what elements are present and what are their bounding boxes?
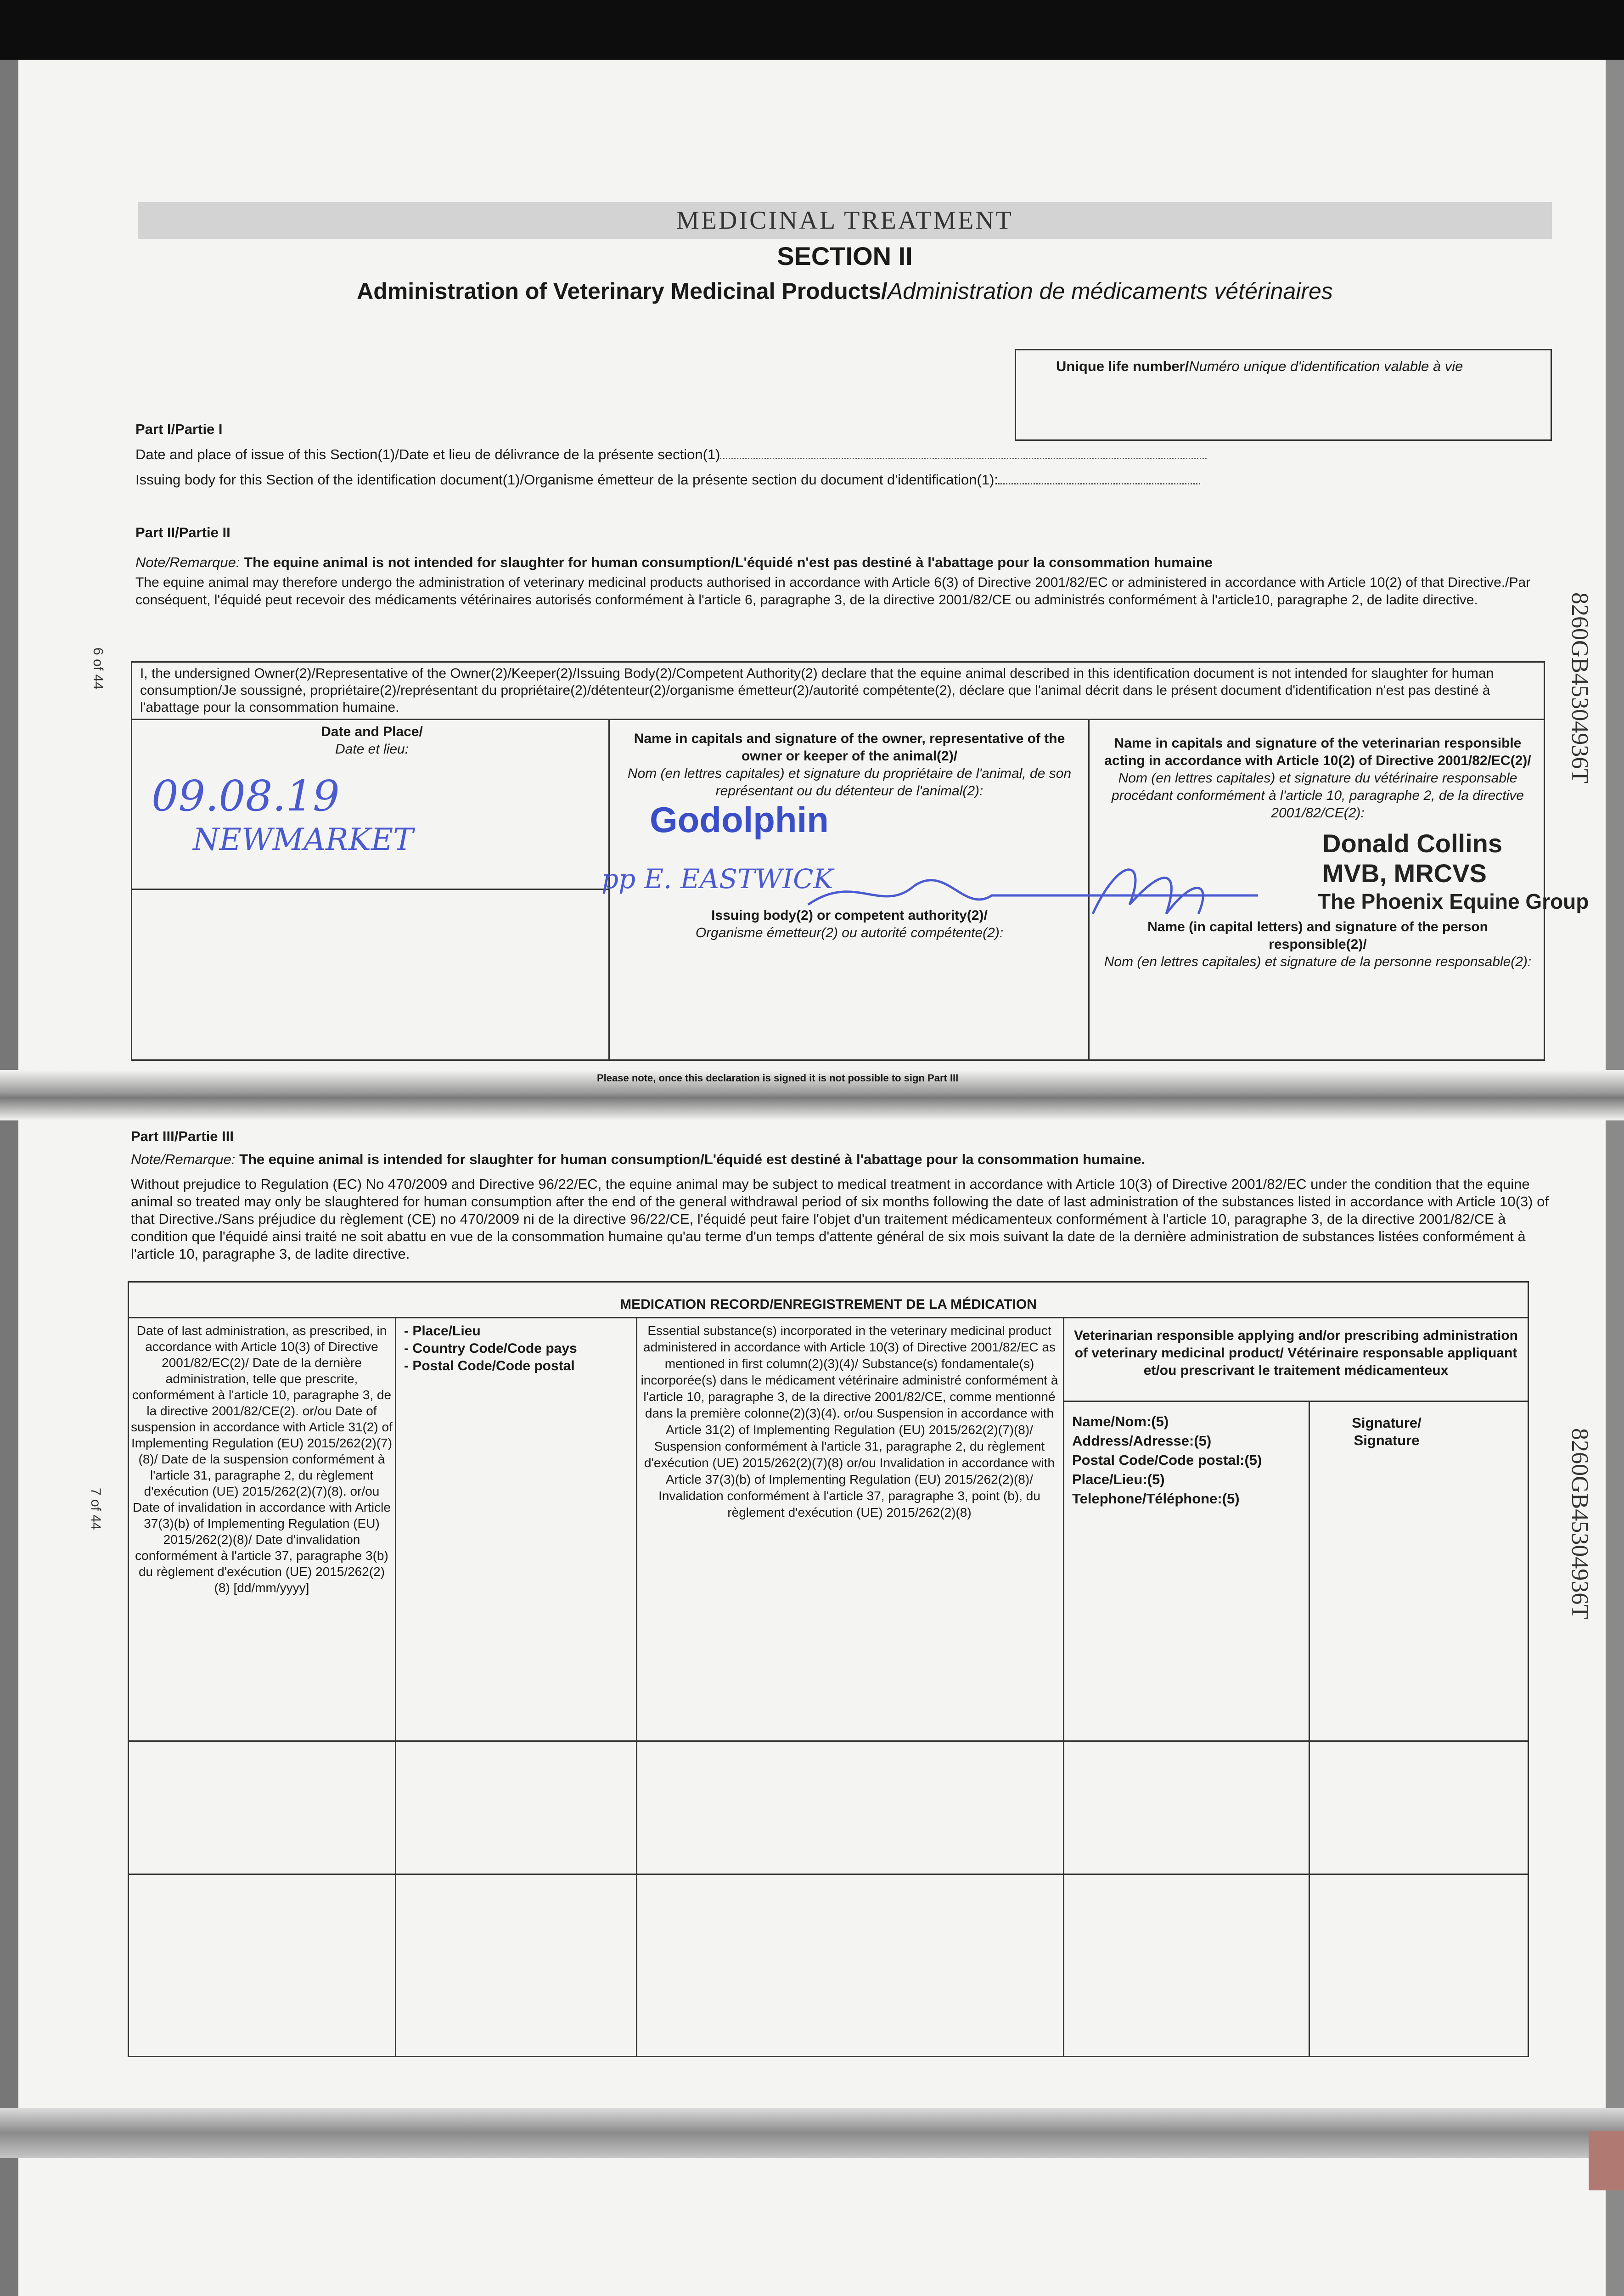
owner-signature-header bbox=[618, 730, 1081, 800]
page-number-top: 6 of 44 bbox=[90, 647, 106, 690]
signature-stroke bbox=[808, 880, 1258, 905]
table-rule bbox=[1063, 1401, 1529, 1402]
vet-name-field: Name/Nom:(5) bbox=[1072, 1413, 1169, 1429]
section-subtitle bbox=[138, 278, 1552, 304]
table-rule bbox=[1063, 1317, 1064, 2057]
date-place-header bbox=[138, 723, 606, 758]
date-place-en: Date and Place/ bbox=[321, 724, 423, 739]
responsible-en: Name (in capital letters) and signature of the person responsible(2)/ bbox=[1147, 919, 1488, 952]
vet-signature-stroke bbox=[1093, 870, 1203, 914]
unique-life-number-label bbox=[1056, 358, 1463, 375]
issuing-body-en: Issuing body(2) or competent authority(2)/ bbox=[711, 908, 988, 923]
col-vet-fields bbox=[1072, 1412, 1262, 1508]
part1-line2: Issuing body for this Section of the identification document(1)/Organisme émetteur de la présente section du document d'identification(1): bbox=[135, 472, 999, 488]
vet-place-field: Place/Lieu:(5) bbox=[1072, 1471, 1165, 1487]
part2-paragraph: The equine animal may therefore undergo the administration of veterinary medicinal products authorised in accordance with Article 6(3) of Directive 2001/82/EC or administered in accordance with Article 10(2) of that Directive./Par conséquent, l'équidé peut recevoir des médicaments vétérinaires autorisés conformément à l'article 6, paragraphe 3, de la directive 2001/82/CE ou administrés conformément à l'article10, paragraphe 2, de ladite directive. bbox=[135, 575, 1531, 608]
part3-note bbox=[131, 1150, 1550, 1169]
binder-top bbox=[0, 0, 1624, 60]
vet-stamp-quals: MVB, MRCVS bbox=[1322, 859, 1487, 888]
vet-address-field: Address/Adresse:(5) bbox=[1072, 1433, 1212, 1449]
dotted-line bbox=[998, 483, 1200, 484]
section-title: SECTION II bbox=[777, 242, 913, 270]
page-number-bottom: 7 of 44 bbox=[88, 1488, 103, 1530]
banner-title: MEDICINAL TREATMENT bbox=[676, 206, 1013, 235]
page-edge-right bbox=[1606, 60, 1624, 2296]
issuing-body-fr: Organisme émetteur(2) ou autorité compétente(2): bbox=[695, 925, 1004, 940]
place-line: - Place/Lieu bbox=[404, 1323, 481, 1339]
part3-heading: Part III/Partie III bbox=[131, 1128, 234, 1144]
table-rule bbox=[131, 719, 1545, 720]
part2-declaration: I, the undersigned Owner(2)/Representative of the Owner(2)/Keeper(2)/Issuing Body(2)/Competent Authority(2) declare that the equine animal described in this identification document is not intended for slaughter for human consumption/Je soussigné, propriétaire(2)/représentant du propriétaire(2)/détenteur(2)/organisme émetteur(2)/autorité compétente(2), déclare que l'animal décrit dans le présent document d'identification n'est pas destiné à l'abattage pour la consommation humaine. bbox=[140, 666, 1494, 715]
vet-header-fr: Nom (en lettres capitales) et signature du vétérinaire responsable procédant conformément à l'article 10, paragraphe 2, de la directive 2001/82/CE(2): bbox=[1112, 771, 1524, 821]
table-rule bbox=[131, 889, 608, 890]
country-code-line: - Country Code/Code pays bbox=[404, 1341, 577, 1356]
vet-telephone-field: Telephone/Téléphone:(5) bbox=[1072, 1491, 1240, 1507]
responsible-fr: Nom (en lettres capitales) et signature de la personne responsable(2): bbox=[1104, 954, 1532, 969]
col-substance-header: Essential substance(s) incorporated in the veterinary medicinal product administered in accordance with Article 10(3) of Directive 2001/82/EC as mentioned in first column(2)(3)(4)/ Substance(s) fondamentale(s) incorporée(s) dans le médicament vétérinaire administré conformément à l'article 10, paragraphe 3, de la directive 2001/82/CE, comme mentionné dans la première colonne(2)(3)(4). or/ou Suspension in accordance with Article 31(2) of Implementing Regulation (EU) 2015/262(2)(7)(8)/ Suspension conformément à l'article 31, paragraphe 2, du règlement d'exécution (UE) 2015/262(2)(7)(8) or/ou Invalidation in accordance with Article 37(3)(b) of Implementing Regulation (EU) 2015/262(2)(8)/ Invalidation conformément à l'article 37, paragraphe 3, point (b), du règlement d'exécution (UE) 2015/262(2)(8) bbox=[641, 1323, 1058, 1519]
col-signature-header: Signature/ Signature bbox=[1352, 1415, 1422, 1448]
part1-line1: Date and place of issue of this Section(1)/Date et lieu de délivrance de la présente section(1) bbox=[135, 446, 720, 462]
subtitle-en: Administration of Veterinary Medicinal Products/ bbox=[357, 278, 888, 304]
date-place-fr: Date et lieu: bbox=[335, 742, 409, 757]
table-rule bbox=[128, 1874, 1529, 1875]
issuing-body-header bbox=[618, 907, 1081, 942]
col-place-header bbox=[404, 1322, 577, 1375]
owner-signature: pp E. EASTWICK bbox=[601, 863, 833, 895]
uln-label-en: Unique life number/ bbox=[1056, 358, 1189, 374]
side-passport-code-bottom: 8260GB45304936T bbox=[1567, 1428, 1593, 1619]
part2-heading: Part II/Partie II bbox=[135, 524, 230, 540]
part3-note-label: Note/Remarque: bbox=[131, 1151, 240, 1167]
responsible-person-header bbox=[1097, 918, 1538, 971]
handwritten-place: NEWMARKET bbox=[193, 822, 414, 857]
owner-stamp: Godolphin bbox=[650, 799, 829, 840]
part1-issuing-body bbox=[135, 471, 1292, 489]
vet-signature-header bbox=[1097, 735, 1538, 822]
bottom-strip bbox=[0, 2108, 1624, 2158]
owner-header-fr: Nom (en lettres capitales) et signature du propriétaire de l'animal, de son représentant ou du détenteur de l'animal(2): bbox=[627, 766, 1072, 799]
page-edge-left bbox=[0, 60, 18, 2296]
handwritten-date: 09.08.19 bbox=[152, 771, 340, 821]
table-rule bbox=[128, 1317, 1529, 1318]
part3-paragraph: Without prejudice to Regulation (EC) No 470/2009 and Directive 96/22/EC, the equine animal may be subject to medical treatment in accordance with Article 10(3) of Directive 2001/82/EC under the condition that the equine animal so treated may only be slaughtered for human consumption after the end of the general withdrawal period of six months following the date of last administration of the substances listed in accordance with Article 10(3) of that Directive./Sans préjudice du règlement (CE) no 470/2009 ni de la directive 96/22/CE, l'équidé peut faire l'objet d'un traitement médicamenteux conformément à l'article 10, paragraphe 3, de la directive 2001/82/CE à condition que l'équidé ainsi traité ne soit abattu en vue de la consommation humaine qu'au terme d'un temps d'attente général de six mois suivant la date de la dernière administration de substances listées conformément à l'article 10, paragraphe 3, de ladite directive. bbox=[131, 1176, 1549, 1262]
part2-footnote: Please note, once this declaration is signed it is not possible to sign Part III bbox=[597, 1072, 959, 1084]
col-vet-header: Veterinarian responsible applying and/or prescribing administration of veterinary medicinal product/ Vétérinaire responsable appliquant et/ou prescrivant le traitement médicamenteux bbox=[1074, 1328, 1518, 1378]
postal-code-line: - Postal Code/Code postal bbox=[404, 1358, 575, 1373]
vet-stamp-practice: The Phoenix Equine Group bbox=[1318, 889, 1589, 913]
subtitle-fr: Administration de médicaments vétérinaires bbox=[887, 278, 1333, 304]
vet-header-en: Name in capitals and signature of the veterinarian responsible acting in accordance with Article 10(2) of Directive 2001/82/EC(2)/ bbox=[1104, 736, 1531, 768]
part1-heading: Part I/Partie I bbox=[135, 421, 223, 437]
vet-postal-code-field: Postal Code/Code postal:(5) bbox=[1072, 1452, 1262, 1468]
col-date-header: Date of last administration, as prescribed, in accordance with Article 10(3) of Directive 2001/82/EC(2)/ Date de la dernière administration, telle que prescrite, conformément à l'article 10, paragraphe 3, de la directive 2001/82/CE(2). or/ou Date of suspension in accordance with Article 31(2) of Implementing Regulation (EU) 2015/262(2)(7)(8)/ Date de la suspension conformément à l'article 31, paragraphe 2, du règlement d'exécution (UE) 2015/262(2)(7)(8). or/ou Date of invalidation in accordance with Article 37(3)(b) of Implementing Regulation (EU) 2015/262(2)(8)/ Date d'invalidation conformément à l'article 37, paragraphe 3(b) du règlement d'exécution (UE) 2015/262(2)(8) [dd/mm/yyyy] bbox=[131, 1323, 393, 1595]
table-rule bbox=[1309, 1401, 1310, 2057]
uln-label-fr: Numéro unique d'identification valable à vie bbox=[1189, 358, 1463, 374]
part2-note bbox=[135, 553, 1550, 572]
table-rule bbox=[128, 1740, 1529, 1742]
owner-header-en: Name in capitals and signature of the owner, representative of the owner or keeper of the animal(2)/ bbox=[634, 731, 1065, 764]
part1-issue-date bbox=[135, 445, 1292, 464]
medication-record-title: MEDICATION RECORD/ENREGISTREMENT DE LA MÉDICATION bbox=[620, 1297, 1037, 1312]
scan-blemish bbox=[1589, 2131, 1624, 2190]
part3-note-text: The equine animal is intended for slaughter for human consumption/L'équidé est destiné à l'abattage pour la consommation humaine. bbox=[239, 1151, 1146, 1167]
part2-note-label: Note/Remarque: bbox=[135, 554, 244, 570]
side-passport-code-top: 8260GB45304936T bbox=[1567, 592, 1593, 783]
table-rule bbox=[636, 1317, 637, 2057]
part2-note-text: The equine animal is not intended for slaughter for human consumption/L'équidé n'est pas destiné à l'abattage pour la consommation humaine bbox=[244, 554, 1213, 570]
table-rule bbox=[395, 1317, 396, 2057]
vet-stamp-name: Donald Collins bbox=[1322, 829, 1502, 858]
dotted-line bbox=[720, 458, 1207, 459]
